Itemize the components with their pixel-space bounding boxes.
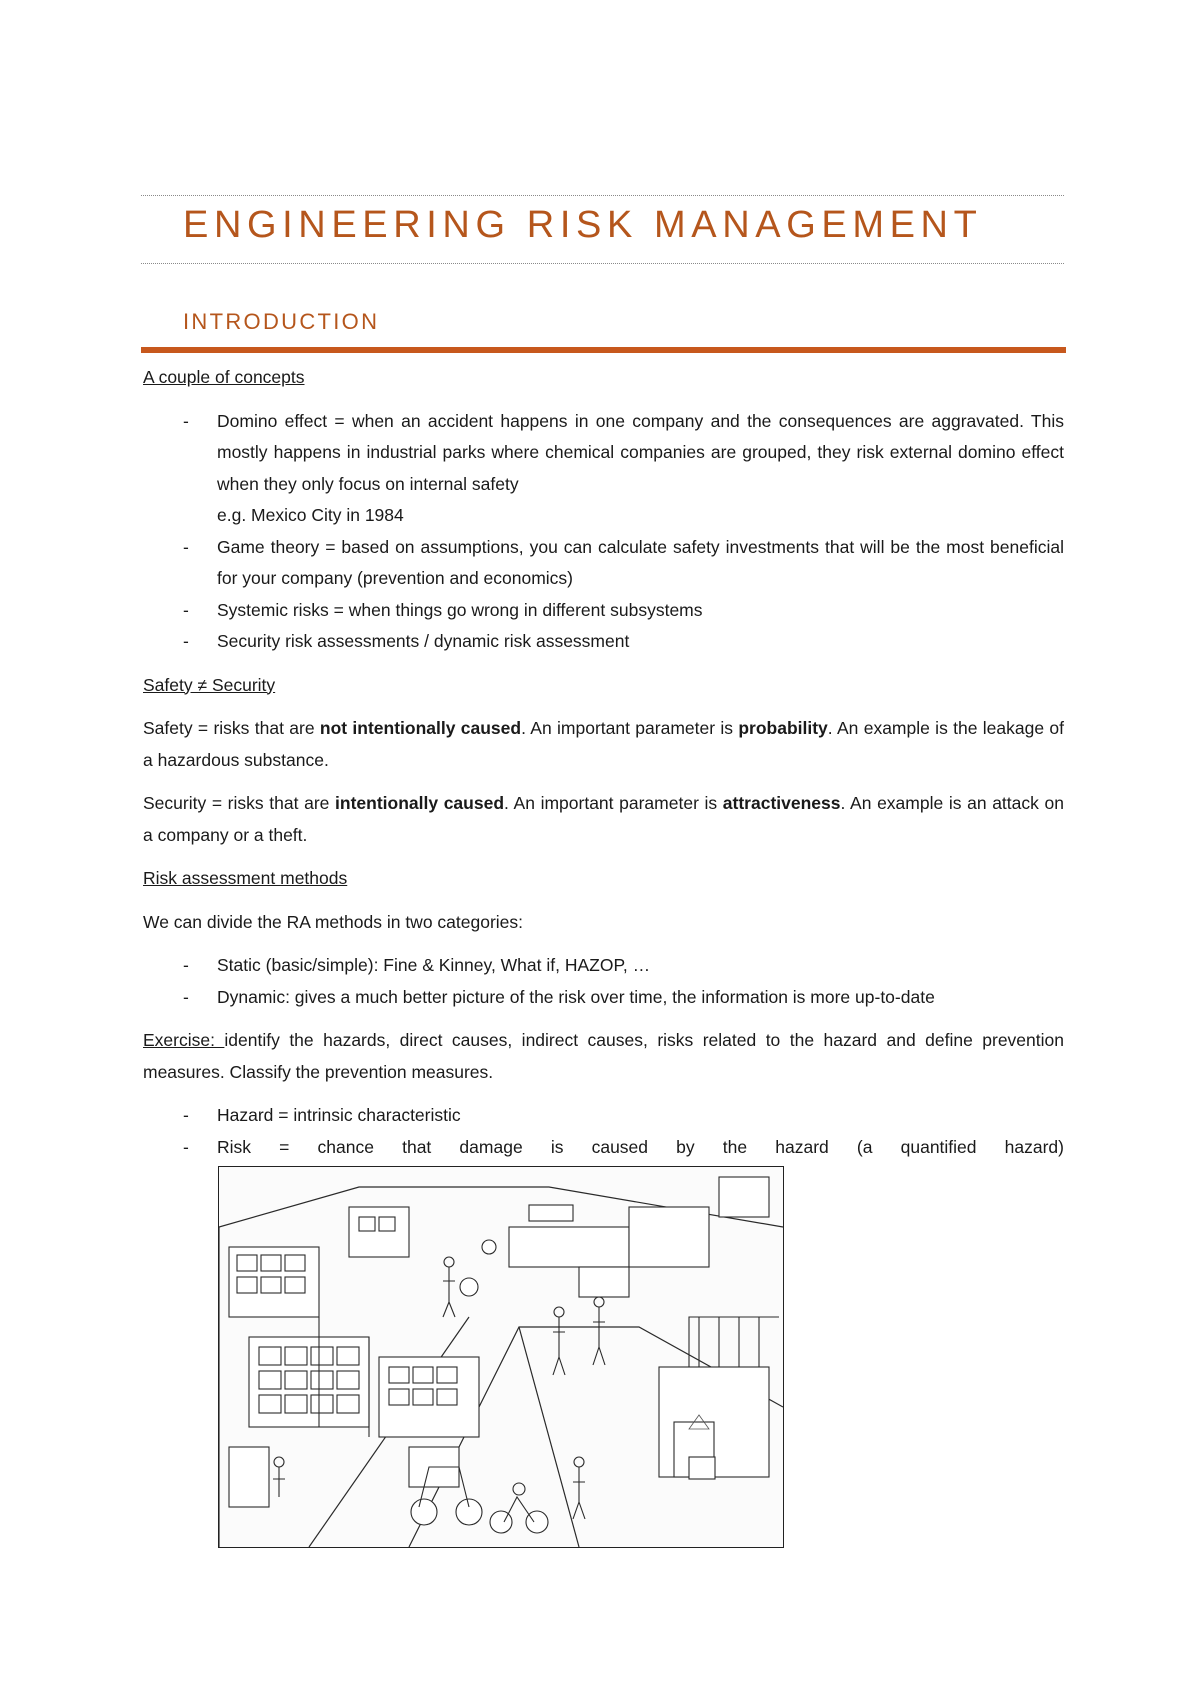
- exercise-paragraph: [143, 1025, 1064, 1088]
- list-item: - Game theory = based on assumptions, you can calculate safety investments that will be the most beneficial for your company (prevention and economics): [143, 532, 1064, 595]
- safety-middle: . An important parameter is: [521, 718, 739, 738]
- safety-security-heading: Safety ≠ Security: [143, 674, 276, 695]
- list-item: - Security risk assessments / dynamic risk assessment: [143, 626, 1064, 658]
- safety-bold-cause: not intentionally caused: [319, 718, 522, 738]
- concepts-list: [143, 406, 1064, 658]
- list-item: - Dynamic: gives a much better picture of the risk over time, the information is more up-to-date: [143, 982, 1064, 1014]
- list-item: - Hazard = intrinsic characteristic: [143, 1100, 1064, 1132]
- list-item-example: e.g. Mexico City in 1984: [217, 505, 404, 525]
- section-rule: [141, 347, 1066, 353]
- title-top-rule: [141, 195, 1064, 196]
- list-item: - Systemic risks = when things go wrong in different subsystems: [143, 595, 1064, 627]
- ra-methods-intro: We can divide the RA methods in two categories:: [143, 911, 524, 932]
- section-title: INTRODUCTION: [183, 309, 380, 334]
- security-bold-parameter: attractiveness: [722, 793, 841, 813]
- security-paragraph: [143, 788, 1064, 851]
- list-item: [143, 406, 1064, 532]
- ra-methods-list: [143, 950, 1064, 1013]
- list-item: - Risk = chance that damage is caused by the hazard (a quantified hazard): [143, 1132, 1064, 1164]
- list-item-text: Domino effect = when an accident happens in one company and the consequences are aggravated. This mostly happens in industrial parks where chemical companies are grouped, they risk external domino effect when they only focus on internal safety: [217, 410, 1064, 494]
- security-suffix: . An example is an attack on a company or a theft.: [143, 793, 1064, 845]
- safety-suffix: . An example is the leakage of a hazardous substance.: [143, 718, 1064, 770]
- ra-methods-heading: Risk assessment methods: [143, 868, 348, 888]
- list-item: - Static (basic/simple): Fine & Kinney, What if, HAZOP, …: [143, 950, 1064, 982]
- safety-prefix: Safety = risks that are: [143, 718, 320, 738]
- warehouse-illustration: [218, 1166, 784, 1548]
- document-title: ENGINEERING RISK MANAGEMENT: [183, 204, 983, 246]
- title-bottom-rule: [141, 263, 1064, 264]
- definitions-list: [143, 1100, 1064, 1163]
- exercise-label: Exercise:: [143, 1030, 225, 1050]
- security-bold-cause: intentionally caused: [335, 793, 505, 813]
- concepts-heading: A couple of concepts: [143, 367, 305, 387]
- document-body: [143, 362, 1064, 1175]
- safety-paragraph: [143, 713, 1064, 776]
- safety-bold-parameter: probability: [738, 718, 828, 738]
- exercise-text: identify the hazards, direct causes, indirect causes, risks related to the hazard and define prevention measures. Classify the prevention measures.: [143, 1030, 1064, 1082]
- warehouse-drawing: [219, 1167, 783, 1547]
- security-middle: . An important parameter is: [504, 793, 723, 813]
- security-prefix: Security = risks that are: [143, 793, 336, 813]
